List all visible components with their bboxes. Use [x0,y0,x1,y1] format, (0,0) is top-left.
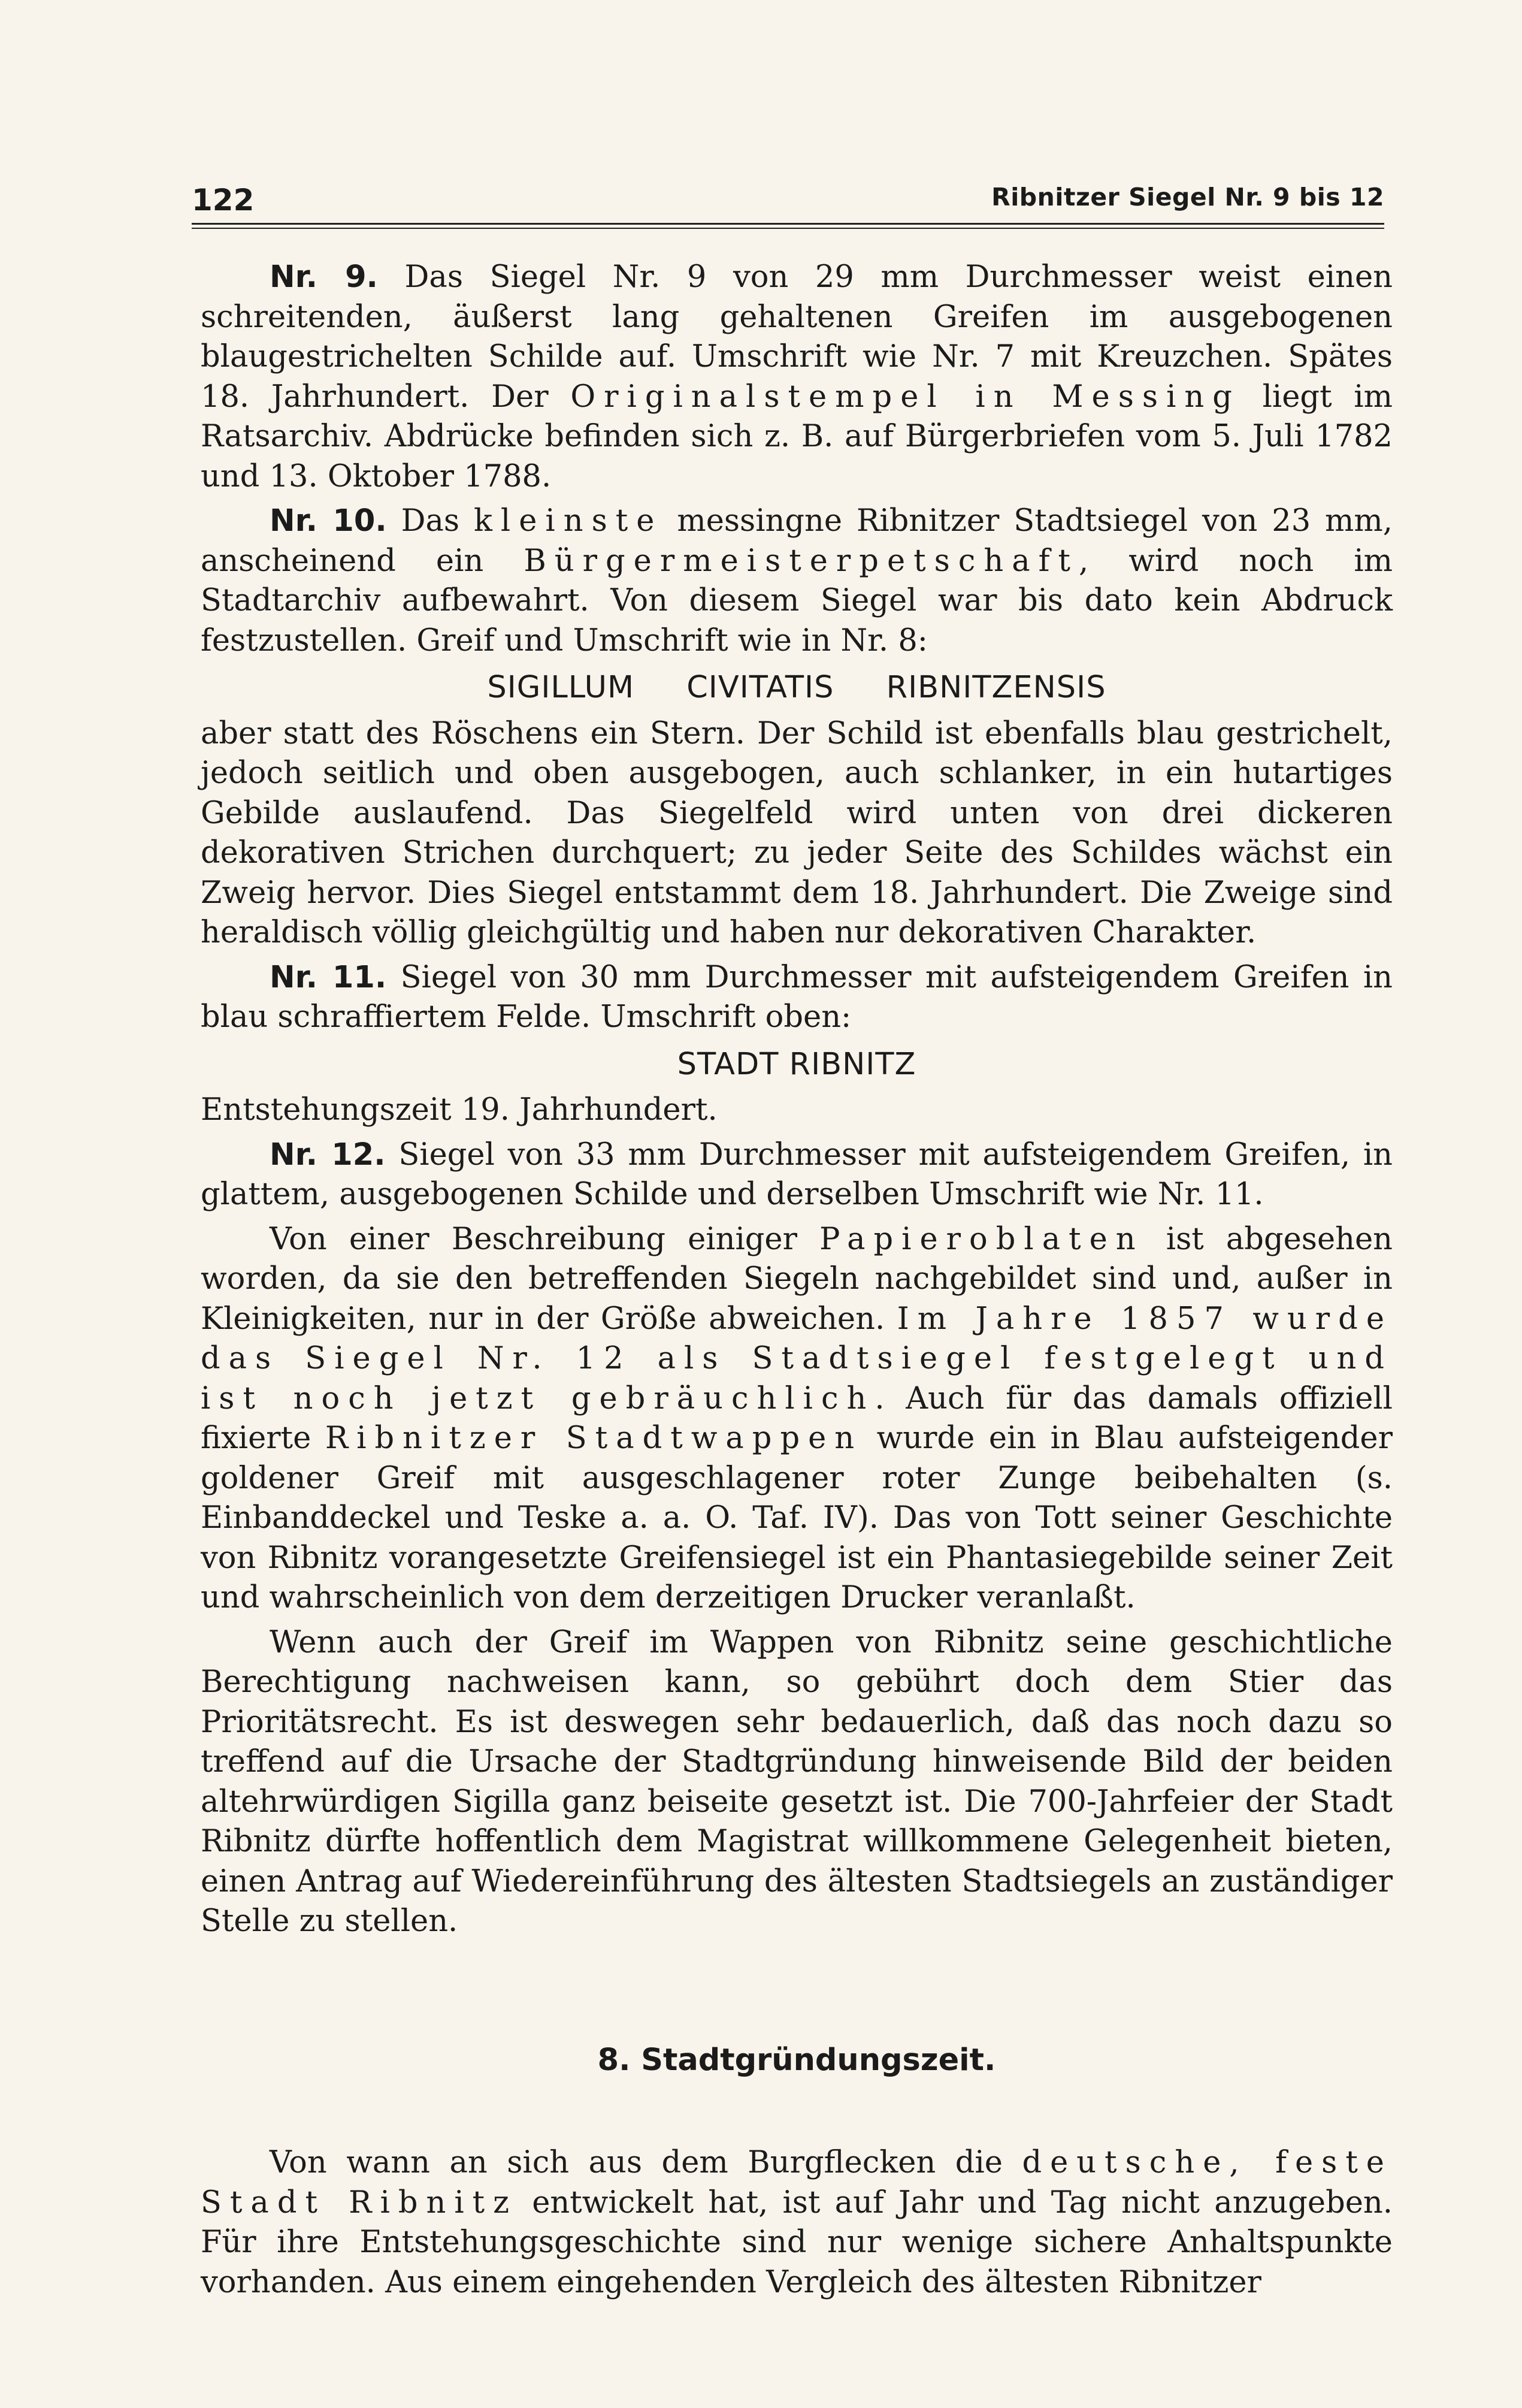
paragraph-nr-12: Nr. 12. Siegel von 33 mm Durchmesser mit aufsteigendem Greifen, in glattem, ausgebogenen Schilde und derselben Umschrift wie Nr. 11. [201,1137,1393,1212]
seal-inscription: SIGILLUM CIVITATIS RIBNITZENSIS [487,670,1106,705]
spaced-emphasis: Papieroblaten [819,1221,1144,1257]
entry-label: Nr. 11. [270,959,387,995]
entry-label: Nr. 9. [270,259,378,295]
spaced-emphasis: Originalstempel in Messing [570,379,1240,415]
header-rule-top [192,223,1384,225]
entry-label: Nr. 10. [270,503,387,539]
paragraph-stadtgruendung: Von wann an sich aus dem Burgflecken die deutsche, feste Stadt Ribnitz entwickelt hat, ist auf Jahr und Tag nicht anzugeben. Für ihre Entstehungsgeschichte sind nur wenige sichere Anhaltspunkte vorhanden. Aus einem eingehenden Vergleich des ältesten Ribnitzer [201,2145,1393,2300]
running-title: Ribnitzer Siegel Nr. 9 bis 12 [991,183,1384,212]
header-rule-bottom [192,228,1384,229]
page-body [201,258,1393,2307]
paragraph-continuation: aber statt des Röschens ein Stern. Der Schild ist ebenfalls blau gestrichelt, jedoch seitlich und oben ausgebogen, auch schlanker, in ein hutartiges Gebilde auslaufend. Das Siegelfeld wird unten von drei dickeren dekorativen Strichen durchquert; zu jeder Seite des Schildes wächst ein Zweig hervor. Dies Siegel entstammt dem 18. Jahrhundert. Die Zweige sind heraldisch völlig gleichgültig und haben nur dekorativen Charakter. [201,715,1393,950]
paragraph-papieroblaten: Von einer Beschreibung einiger Papieroblaten ist abgesehen worden, da sie den betreffenden Siegeln nachgebildet sind und, außer in Kleinigkeiten, nur in der Größe abweichen. Im Jahre 1857 wurde das Siegel Nr. 12 als Stadtsiegel festgelegt und ist noch jetzt gebräuchlich. Auch für das damals offiziell fixierte Ribnitzer Stadtwappen wurde ein in Blau aufsteigender goldener Greif mit ausgeschlagener roter Zunge beibehalten (s. Einbanddeckel und Teske a. a. O. Taf. IV). Das von Tott seiner Geschichte von Ribnitz vorangesetzte Greifensiegel ist ein Phantasiegebilde seiner Zeit und wahrscheinlich von dem derzeitigen Drucker veranlaßt. [201,1221,1393,1615]
paragraph-nr-9: Nr. 9. Das Siegel Nr. 9 von 29 mm Durchmesser weist einen schreitenden, äußerst lang gehaltenen Greifen im ausgebogenen blaugestrichelten Schilde auf. Umschrift wie Nr. 7 mit Kreuzchen. Spätes 18. Jahrhundert. Der Originalstempel in Messing liegt im Ratsarchiv. Abdrücke befinden sich z. B. auf Bürgerbriefen vom 5. Juli 1782 und 13. Oktober 1788. [201,259,1393,494]
page-number: 122 [192,183,255,217]
section-heading: 8. Stadtgründungszeit. [597,2042,996,2078]
spaced-emphasis: Ribnitzer Stadtwappen [325,1421,863,1456]
paragraph-continuation: Entstehungszeit 19. Jahrhundert. [201,1092,718,1128]
paragraph-greif: Wenn auch der Greif im Wappen von Ribnitz seine geschichtliche Berechtigung nachweisen kann, so gebührt doch dem Stier das Prioritätsrecht. Es ist deswegen sehr bedauerlich, daß das noch dazu so treffend auf die Ursache der Stadtgründung hinweisende Bild der beiden altehrwürdigen Sigilla ganz beiseite gesetzt ist. Die 700-Jahrfeier der Stadt Ribnitz dürfte hoffentlich dem Magistrat willkommene Gelegenheit bieten, einen Antrag auf Wiedereinführung des ältesten Stadtsiegels an zuständiger Stelle zu stellen. [201,1624,1393,1939]
page-header [192,177,1384,228]
seal-inscription: STADT RIBNITZ [677,1046,916,1082]
spaced-emphasis: Im Jahre 1857 wurde das Siegel Nr. 12 als Stadtsiegel festgelegt und ist noch jetzt gebräuchlich [201,1301,1393,1416]
spaced-emphasis: Bürgermeisterpetschaft [524,543,1079,579]
paragraph-nr-11: Nr. 11. Siegel von 30 mm Durchmesser mit aufsteigendem Greifen in blau schraffiertem Felde. Umschrift oben: [201,959,1393,1035]
paragraph-nr-10: Nr. 10. Das kleinste messingne Ribnitzer Stadtsiegel von 23 mm, anscheinend ein Bürgermeisterpetschaft, wird noch im Stadtarchiv aufbewahrt. Von diesem Siegel war bis dato kein Abdruck festzustellen. Greif und Umschrift wie in Nr. 8: [201,503,1393,658]
entry-label: Nr. 12. [270,1137,386,1173]
spaced-emphasis: kleinste [474,503,663,539]
spaced-emphasis: deutsche, feste Stadt Ribnitz [201,2145,1393,2220]
